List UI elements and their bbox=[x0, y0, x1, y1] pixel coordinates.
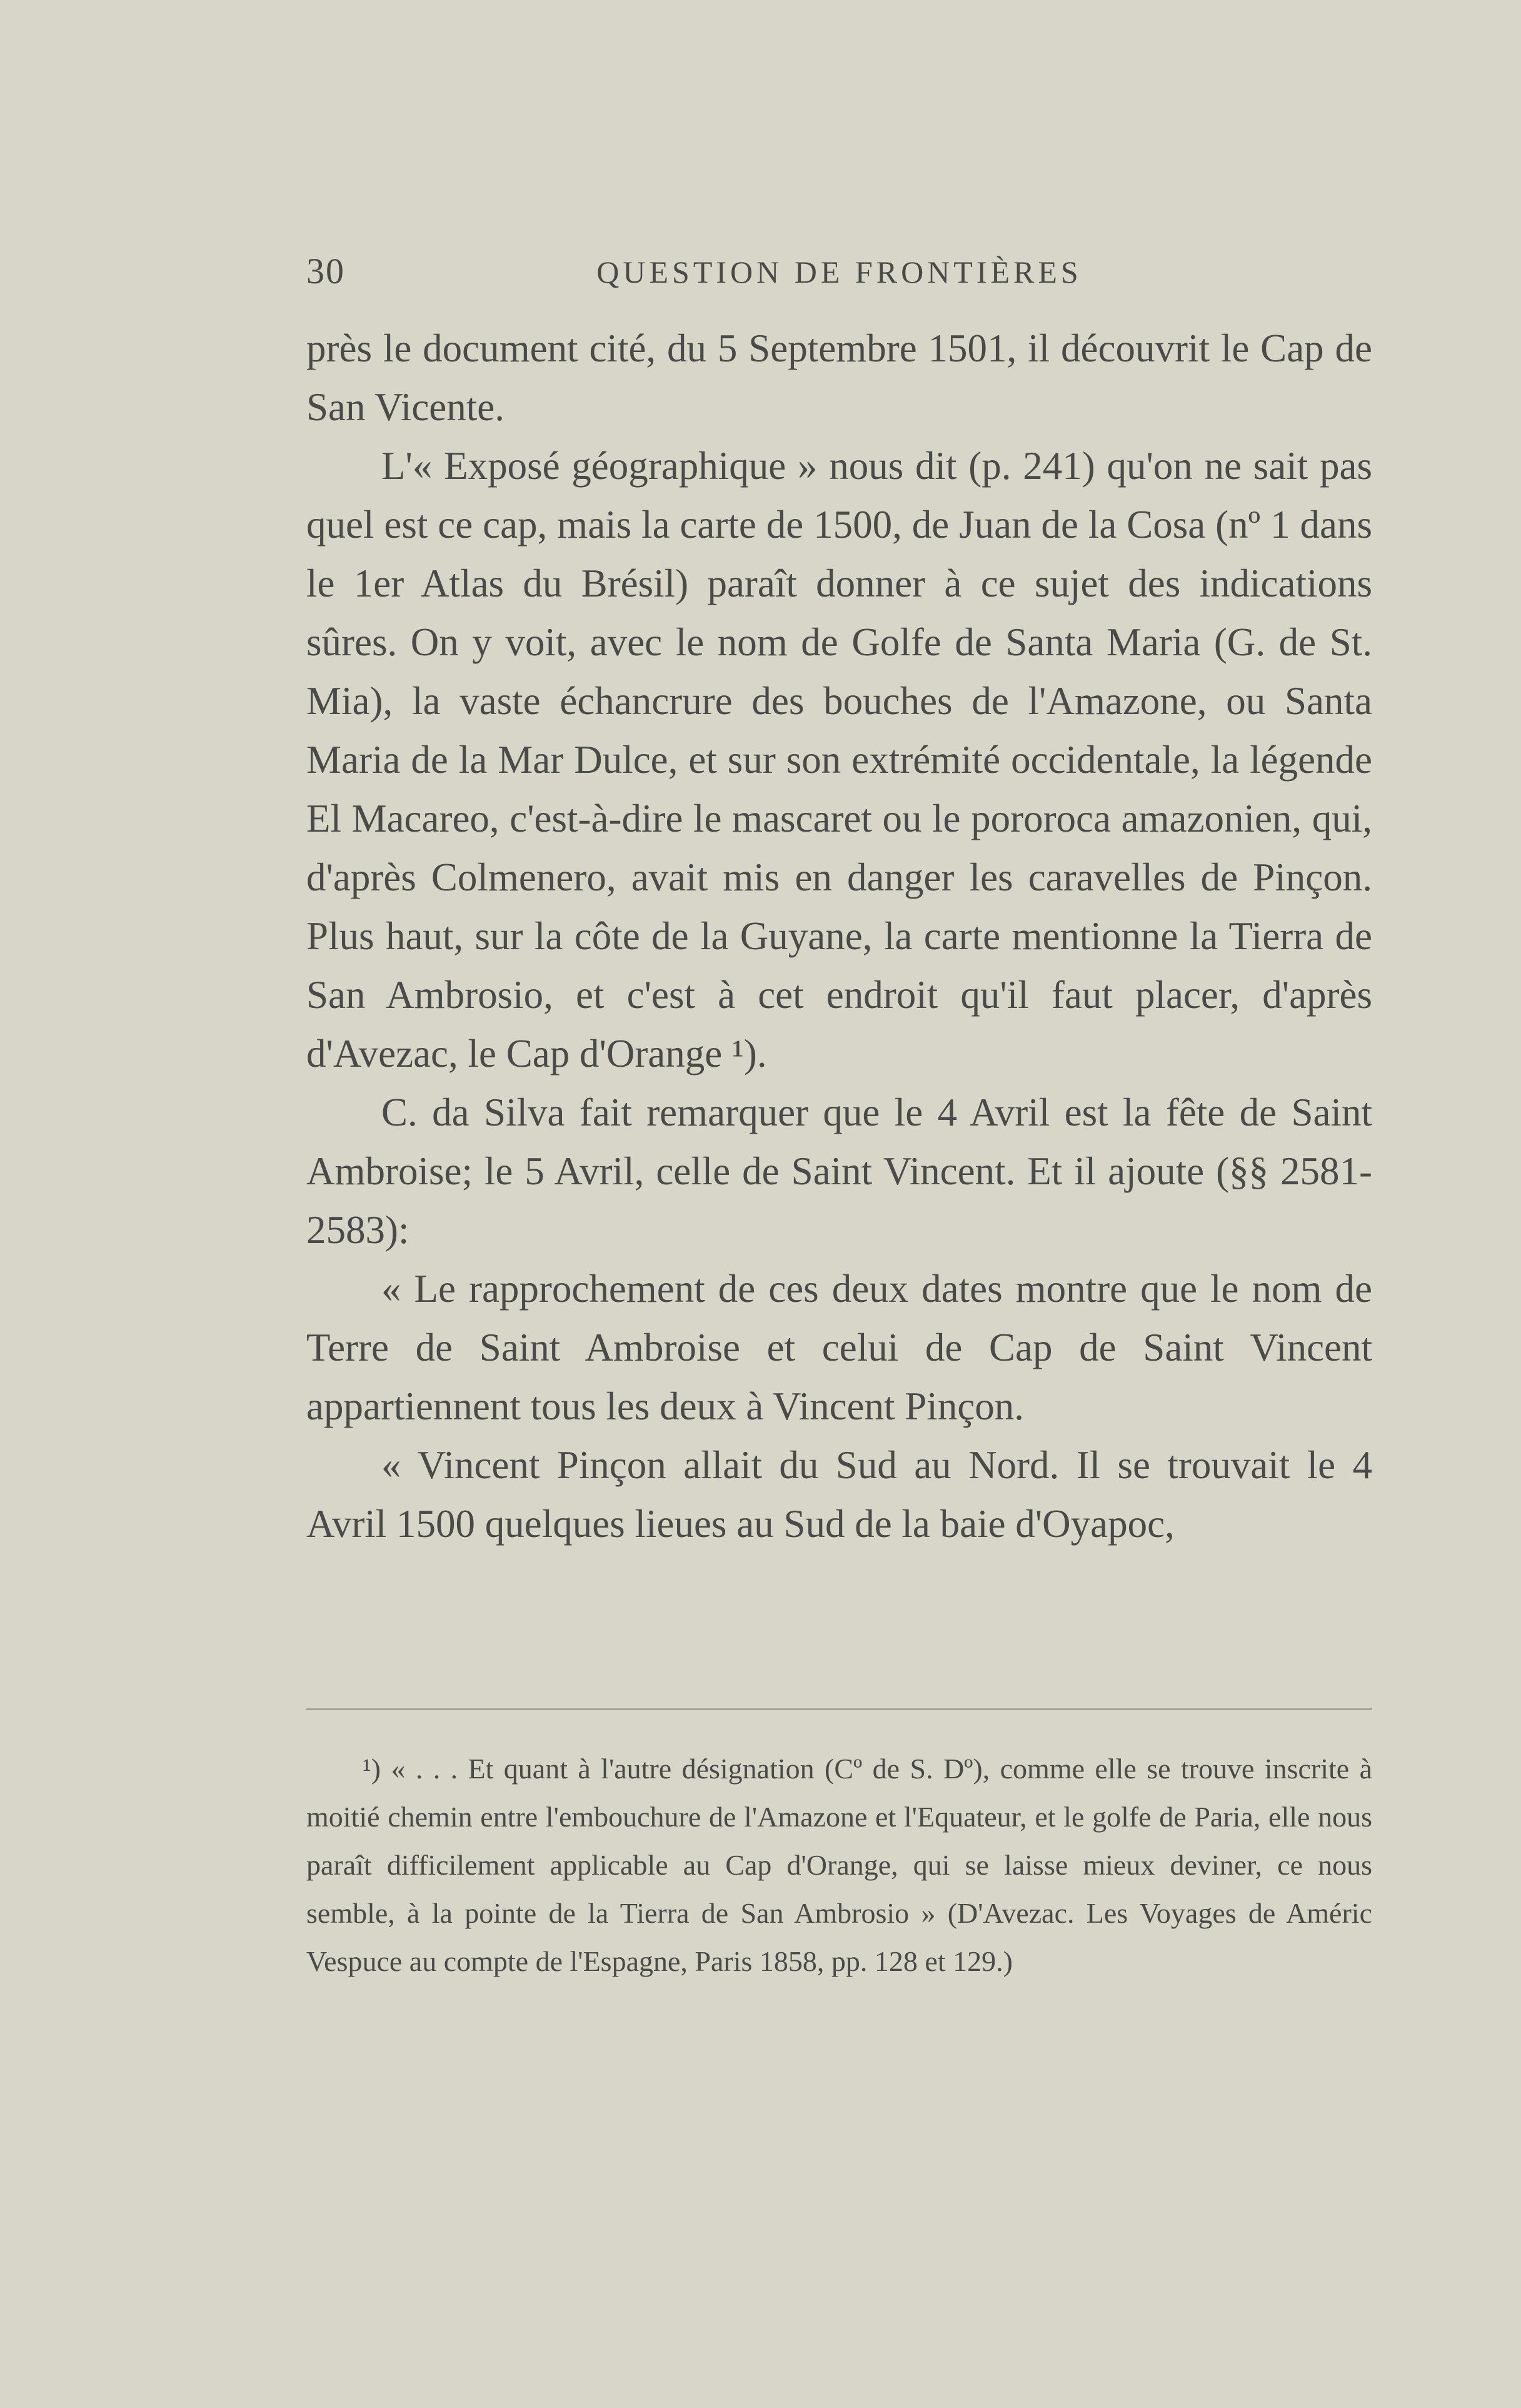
paragraph-1: près le document cité, du 5 Septembre 1501, il découvrit le Cap de San Vicente. bbox=[306, 326, 1372, 429]
footnote bbox=[306, 1745, 1372, 1985]
running-title: QUESTION DE FRONTIÈRES bbox=[596, 254, 1082, 290]
paragraph-4: « Le rapprochement de ces deux dates montre que le nom de Terre de Saint Ambroise et celui de Cap de Saint Vincent appartiennent tous les deux à Vincent Pinçon. bbox=[306, 1267, 1372, 1428]
footnote-marker: ¹) bbox=[363, 1753, 381, 1785]
paragraph-5: « Vincent Pinçon allait du Sud au Nord. Il se trouvait le 4 Avril 1500 quelques lieues au Sud de la baie d'Oyapoc, bbox=[306, 1443, 1372, 1546]
page-number: 30 bbox=[306, 251, 345, 291]
page-header bbox=[306, 250, 1372, 300]
paragraph-2: L'« Exposé géographique » nous dit (p. 241) qu'on ne sait pas quel est ce cap, mais la carte de 1500, de Juan de la Cosa (nº 1 dans le 1er Atlas du Brésil) paraît donner à ce sujet des indications sûres. On y voit, avec le nom de Golfe de Santa Maria (G. de St. Mia), la vaste échancrure des bouches de l'Amazone, ou Santa Maria de la Mar Dulce, et sur son extrémité occidentale, la légende El Macareo, c'est-à-dire le mascaret ou le pororoca amazonien, qui, d'après Colmenero, avait mis en danger les caravelles de Pinçon. Plus haut, sur la côte de la Guyane, la carte mentionne la Tierra de San Ambrosio, et c'est à cet endroit qu'il faut placer, d'après d'Avezac, le Cap d'Orange ¹). bbox=[306, 444, 1372, 1076]
main-text bbox=[306, 319, 1372, 1553]
footnote-text: « . . . Et quant à l'autre désignation (Cº de S. Dº), comme elle se trouve inscrite à moitié chemin entre l'embouchure de l'Amazone et l'Equateur, et le golfe de Paria, elle nous paraît difficilement applicable au Cap d'Orange, qui se laisse mieux deviner, ce nous semble, à la pointe de la Tierra de San Ambrosio » (D'Avezac. Les Voyages de Améric Vespuce au compte de l'Espagne, Paris 1858, pp. 128 et 129.) bbox=[306, 1753, 1372, 1977]
footnote-divider bbox=[306, 1708, 1372, 1710]
paragraph-3: C. da Silva fait remarquer que le 4 Avril est la fête de Saint Ambroise; le 5 Avril, celle de Saint Vincent. Et il ajoute (§§ 2581-2583): bbox=[306, 1091, 1372, 1252]
